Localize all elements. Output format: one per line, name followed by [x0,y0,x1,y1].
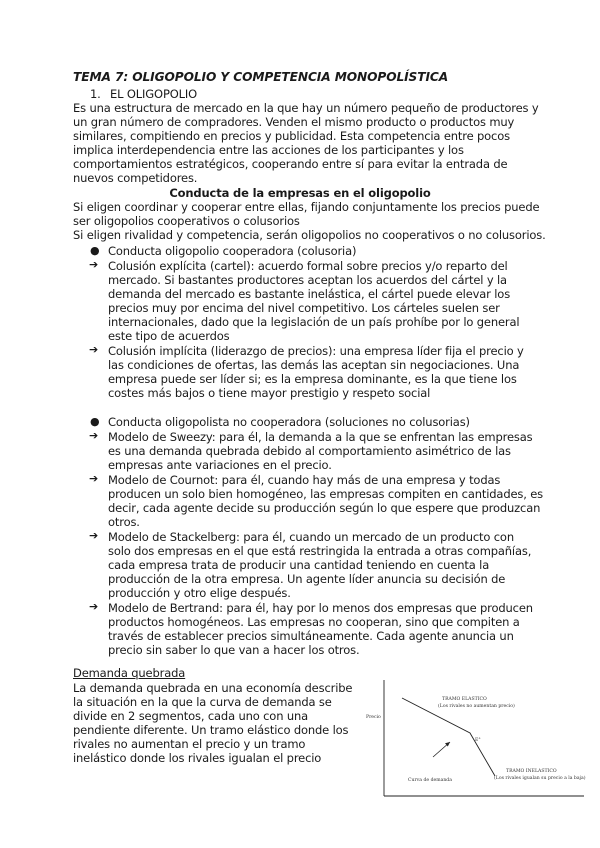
arrow-bullet-icon: ➔ [89,600,99,613]
intro-line: similares, compitiendo en precios y publicidad. Esta competencia entre pocos [73,129,510,143]
arrow-bullet-icon: ➔ [89,472,99,485]
list-item-line: producción y otro elige después. [108,586,291,600]
kink-point-label: E° [475,738,481,743]
conducta-line: Si eligen coordinar y cooperar entre ellas, fijando conjuntamente los precios puede [73,200,540,214]
demand-curve [402,698,495,776]
list-item-line: Colusión implícita (liderazgo de precios): una empresa líder fija el precio y [108,344,524,358]
list-item-line: Modelo de Sweezy: para él, la demanda a la que se enfrentan las empresas [108,430,533,444]
list-item-line: este tipo de acuerdos [108,329,230,343]
list-item-line: cada empresa trata de producir una cantidad teniendo en cuenta la [108,558,490,572]
section-number: 1. [90,87,101,101]
list-item-line: empresa puede ser líder si; es la empresa dominante, es la que tiene los [108,372,517,386]
page-title: TEMA 7: OLIGOPOLIO Y COMPETENCIA MONOPOLÍSTICA [73,70,449,84]
noncooperative-heading: Conducta oligopolista no cooperadora (soluciones no colusorias) [108,415,470,429]
intro-line: comportamientos estratégicos, cooperando entre sí para evitar la entrada de [73,157,508,171]
demanda-line: La demanda quebrada en una economía describe [73,681,353,695]
list-item-line: demanda del mercado es bastante inelástica, el cártel puede elevar los [108,287,511,301]
demanda-line: divide en 2 segmentos, cada uno con una [73,709,309,723]
section-heading: EL OLIGOPOLIO [110,87,198,101]
demanda-line: inelástico donde los rivales igualan el precio [73,751,322,765]
list-item-line: decir, cada agente decide su producción según lo que espere que produzcan [108,501,541,515]
inelastic-segment-subtitle: (Los rivales igualan su precio a la baja) [494,776,586,781]
cooperative-heading: Conducta oligopolio cooperadora (colusoria) [108,244,357,258]
intro-line: Es una estructura de mercado en la que hay un número pequeño de productores y [73,101,539,115]
demanda-line: la situación en la que la curva de demanda se [73,695,332,709]
demanda-line: rivales no aumentan el precio y un tramo [73,737,306,751]
demanda-line: pendiente diferente. Un tramo elástico donde los [73,723,349,737]
conducta-heading: Conducta de la empresas en el oligopolio [169,186,431,200]
y-axis-label: Precio [366,715,381,720]
arrow-bullet-icon: ➔ [89,529,99,542]
list-item-line: otros. [108,515,140,529]
list-item-line: costes más bajos o tiene mayor prestigio y respeto social [108,386,431,400]
bullet-dot-icon: ● [90,244,100,257]
conducta-line: Si eligen rivalidad y competencia, serán oligopolios no cooperativos o no colusorios. [73,228,546,242]
list-item-line: internacionales, dado que la legislación de un país prohíbe por lo general [108,315,520,329]
inelastic-segment-title: TRAMO INELASTICO [506,769,557,774]
bullet-dot-icon: ● [90,415,100,428]
list-item-line: solo dos empresas en el que está restringida la entrada a otras compañías, [108,544,532,558]
elastic-segment-subtitle: (Los rivales no aumentan precio) [438,704,515,709]
list-item-line: productos homogéneos. Las empresas no cooperan, sino que compiten a [108,615,520,629]
list-item-line: las condiciones de ofertas, las demás las aceptan sin negociaciones. Una [108,358,520,372]
elastic-segment-title: TRAMO ELASTICO [442,697,487,702]
intro-line: implica interdependencia entre las acciones de los participantes y los [73,143,464,157]
kinked-demand-diagram [360,678,586,806]
intro-line: nuevos competidores. [73,171,198,185]
demanda-heading: Demanda quebrada [73,666,186,680]
list-item-line: Modelo de Cournot: para él, cuando hay más de una empresa y todas [108,473,501,487]
list-item-line: empresas ante variaciones en el precio. [108,458,332,472]
list-item-line: Modelo de Bertrand: para él, hay por lo menos dos empresas que producen [108,601,533,615]
list-item-line: precio sin saber lo que van a hacer los otros. [108,643,360,657]
arrow-bullet-icon: ➔ [89,429,99,442]
list-item-line: Colusión explícita (cartel): acuerdo formal sobre precios y/o reparto del [108,259,508,273]
intro-line: un gran número de compradores. Venden el mismo producto o productos muy [73,115,515,129]
list-item-line: es una demanda quebrada debido al comportamiento asimétrico de las [108,444,511,458]
list-item-line: precios muy por encima del nivel competitivo. Los cárteles suelen ser [108,301,500,315]
conducta-line: ser oligopolios cooperativos o colusorios [73,214,300,228]
list-item-line: través de establecer precios simultáneamente. Cada agente anuncia un [108,629,514,643]
demand-curve-label: Curva de demanda [408,778,452,783]
arrow-bullet-icon: ➔ [89,258,99,271]
list-item-line: mercado. Si bastantes productores aceptan los acuerdos del cártel y la [108,273,507,287]
list-item-line: producen un solo bien homogéneo, las empresas compiten en cantidades, es [108,487,544,501]
arrow-bullet-icon: ➔ [89,343,99,356]
list-item-line: Modelo de Stackelberg: para él, cuando un mercado de un producto con [108,530,514,544]
list-item-line: producción de la otra empresa. Un agente líder anuncia su decisión de [108,572,506,586]
